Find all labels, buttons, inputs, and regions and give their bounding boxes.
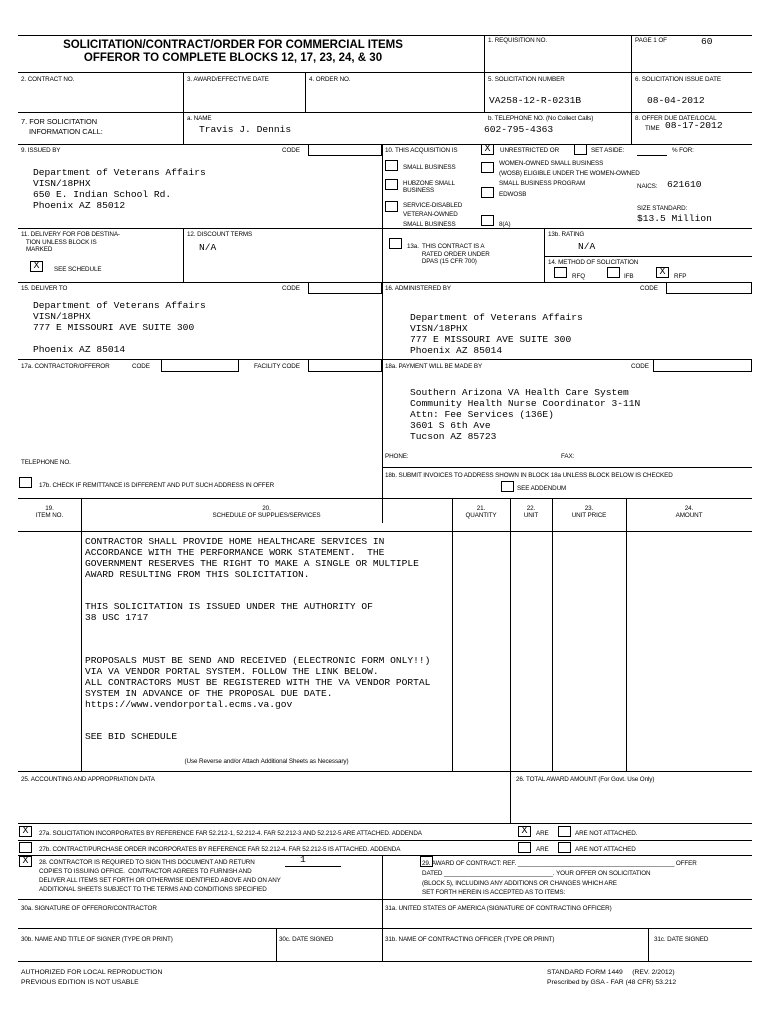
- page-label: PAGE 1 OF: [635, 37, 667, 44]
- clause-28-label: 28. CONTRACTOR IS REQUIRED TO SIGN THIS DOCUMENT AND RETURN: [39, 859, 255, 866]
- edwosb-checkbox[interactable]: [481, 187, 494, 198]
- clause-28-checkbox[interactable]: X: [19, 856, 32, 867]
- facility-code-field[interactable]: [308, 359, 382, 372]
- eight-a-checkbox[interactable]: [481, 215, 494, 226]
- clause-27a-not-attached-checkbox[interactable]: [558, 826, 571, 837]
- clause-27b-not-attached-checkbox[interactable]: [558, 842, 571, 853]
- rfq-checkbox[interactable]: [554, 267, 567, 278]
- clause-29-text: 29. AWARD OF CONTRACT: REF. ______________________________________________ OFFER DATED ________________________________. YOUR OFFER ON SOLICITATION (BLOCK 5), INCLUDING ANY ADDITIONS OR CHANGES WHICH ARE SET FORTH HEREIN IS ACCEPTED AS TO ITEMS:: [422, 860, 697, 897]
- small-business-checkbox[interactable]: [385, 160, 398, 171]
- contact-name-label: a. NAME: [187, 115, 212, 122]
- page-total: 60: [701, 36, 713, 47]
- contact-name: Travis J. Dennis: [199, 124, 292, 135]
- see-schedule-label: SEE SCHEDULE: [54, 266, 102, 273]
- solicitation-number-label: 5. SOLICITATION NUMBER: [488, 76, 565, 83]
- contractor-code-label: CODE: [132, 363, 150, 370]
- issued-by-code-field[interactable]: [308, 144, 382, 156]
- eight-a-label: 8(A): [499, 221, 511, 228]
- method-of-solicitation-label: 14. METHOD OF SOLICITATION: [548, 259, 639, 266]
- offer-due-date: 08-17-2012: [665, 120, 723, 131]
- rating: N/A: [578, 241, 596, 252]
- clause-27b-not-attached-label: ARE NOT ATTACHED: [575, 846, 636, 853]
- requisition-label: 1. REQUISITION NO.: [488, 37, 548, 44]
- wosb-checkbox[interactable]: [481, 162, 494, 173]
- issue-date: 08-04-2012: [647, 95, 705, 106]
- contractor-label: 17a. CONTRACTOR/OFFEROR: [21, 363, 110, 370]
- clause-27a-checkbox[interactable]: X: [19, 826, 32, 837]
- col-unit-price: 23. UNIT PRICE: [571, 505, 607, 520]
- hubzone-label: HUBZONE SMALL BUSINESS: [403, 180, 455, 195]
- deliver-to-code-field[interactable]: [308, 282, 382, 294]
- see-addendum-label: SEE ADDENDUM: [517, 485, 567, 492]
- contracting-officer-name-label: 31b. NAME OF CONTRACTING OFFICER (TYPE OR PRINT): [385, 936, 555, 943]
- unrestricted-checkbox[interactable]: X: [481, 144, 494, 155]
- clause-27a-not-attached-label: ARE NOT ATTACHED.: [575, 830, 638, 837]
- payment-phone-label: PHONE:: [385, 453, 409, 460]
- deliver-to-address: Department of Veterans Affairs VISN/18PHX 777 E MISSOURI AVE SUITE 300 Phoenix AZ 85014: [33, 300, 206, 355]
- issued-by-address: Department of Veterans Affairs VISN/18PHX 650 E. Indian School Rd. Phoenix AZ 85012: [33, 167, 206, 211]
- deliver-to-code-label: CODE: [282, 285, 300, 292]
- clause-27b-are-checkbox[interactable]: [518, 842, 531, 853]
- schedule-paragraph-3: PROPOSALS MUST BE SEND AND RECEIVED (ELECTRONIC FORM ONLY!!) VIA VA VENDOR PORTAL SYSTEM. FOLLOW THE LINK BELOW. ALL CONTRACTORS MUST BE REGISTERED WITH THE VA VENDOR PORTAL SYSTEM IN ADVANCE OF THE PROPOSAL DUE DATE. https://www.vendorportal.ecms.va.gov: [85, 655, 431, 710]
- issue-date-label: 6. SOLICITATION ISSUE DATE: [635, 76, 721, 83]
- footer-prescribed-by: Prescribed by GSA - FAR (48 CFR) 53.212: [547, 979, 677, 986]
- issued-by-code-label: CODE: [282, 147, 300, 154]
- deliver-to-label: 15. DELIVER TO: [21, 285, 68, 292]
- set-aside-label: SET ASIDE:: [591, 147, 625, 154]
- offeror-date-signed-label: 30c. DATE SIGNED: [279, 936, 334, 943]
- telephone-label: b. TELEPHONE NO. (No Collect Calls): [488, 115, 594, 122]
- sf1449-form: [18, 35, 752, 986]
- contractor-telephone-label: TELEPHONE NO.: [21, 459, 71, 466]
- wosb-label: WOMEN-OWNED SMALL BUSINESS (WOSB) ELIGIBLE UNDER THE WOMEN-OWNED SMALL BUSINESS PROGRAM: [499, 160, 640, 187]
- rfp-label: RFP: [674, 273, 687, 280]
- clause-27a-label: 27a. SOLICITATION INCORPORATES BY REFERENCE FAR 52.212-1, 52.212-4. FAR 52.212-3 AND 52.212-5 ARE ATTACHED. ADDENDA: [39, 830, 422, 837]
- administered-by-address: Department of Veterans Affairs VISN/18PHX 777 E MISSOURI AVE SUITE 300 Phoenix AZ 85014: [410, 312, 583, 356]
- small-business-label: SMALL BUSINESS: [403, 164, 456, 171]
- set-aside-checkbox[interactable]: [574, 144, 587, 155]
- contractor-code-field[interactable]: [161, 359, 239, 372]
- discount-terms: N/A: [199, 242, 217, 253]
- clause-28-text: COPIES TO ISSUING OFFICE. CONTRACTOR AGREES TO FURNISH AND DELIVER ALL ITEMS SET FORTH OR OTHERWISE IDENTIFIED ABOVE AND ON ANY ADDITIONAL SHEETS SUBJECT TO THE TERMS AND CONDITIONS SPECIFIED: [39, 868, 281, 893]
- info-call-label-line1: 7. FOR SOLICITATION: [21, 117, 98, 126]
- payment-fax-label: FAX:: [561, 453, 575, 460]
- schedule-paragraph-4: SEE BID SCHEDULE: [85, 731, 178, 742]
- edwosb-label: EDWOSB: [499, 191, 527, 198]
- info-call-label-line2: INFORMATION CALL:: [29, 127, 103, 136]
- col-quantity: 21. QUANTITY: [465, 505, 497, 520]
- issued-by-label: 9. ISSUED BY: [21, 147, 61, 154]
- clause-27a-are-checkbox[interactable]: X: [518, 826, 531, 837]
- clause-27b-label: 27b. CONTRACT/PURCHASE ORDER INCORPORATES BY REFERENCE FAR 52.212-4. FAR 52.212-5 IS ATTACHED. ADDENDA: [39, 846, 401, 853]
- delivery-fob-label: 11. DELIVERY FOR FOB DESTINA- TION UNLESS BLOCK IS MARKED: [21, 231, 120, 254]
- contracting-officer-signature-label: 31a. UNITED STATES OF AMERICA (SIGNATURE OF CONTRACTING OFFICER): [385, 905, 612, 912]
- col-unit: 22. UNIT: [523, 505, 539, 520]
- award-date-label: 3. AWARD/EFFECTIVE DATE: [187, 76, 269, 83]
- contract-no-label: 2. CONTRACT NO.: [21, 76, 75, 83]
- offer-due-time-label: TIME: [645, 125, 660, 132]
- rfq-label: RFQ: [572, 273, 585, 280]
- naics-code: 621610: [667, 179, 702, 190]
- see-schedule-checkbox[interactable]: X: [30, 261, 43, 272]
- col-amount: 24. AMOUNT: [675, 505, 703, 520]
- clause-27b-checkbox[interactable]: [19, 842, 32, 853]
- see-addendum-checkbox[interactable]: [501, 481, 514, 492]
- payment-label: 18a. PAYMENT WILL BE MADE BY: [385, 363, 483, 370]
- sdvosb-label: SERVICE-DISABLED VETERAN-OWNED SMALL BUSINESS: [403, 202, 463, 228]
- offer-due-label: 8. OFFER DUE DATE/LOCAL: [635, 115, 717, 122]
- rated-order-label: 13a. THIS CONTRACT IS A RATED ORDER UNDER DPAS (15 CFR 700): [407, 243, 490, 266]
- offeror-signature-label: 30a. SIGNATURE OF OFFEROR/CONTRACTOR: [21, 905, 157, 912]
- percent-for-label: % FOR:: [672, 147, 694, 154]
- info-call-label: [21, 117, 103, 137]
- clause-27b-are-label: ARE: [536, 846, 549, 853]
- payment-code-field[interactable]: [653, 359, 752, 372]
- form-subtitle: OFFEROR TO COMPLETE BLOCKS 12, 17, 23, 24, & 30: [83, 52, 383, 64]
- unrestricted-label: UNRESTRICTED OR: [500, 147, 560, 154]
- ifb-checkbox[interactable]: [607, 267, 620, 278]
- order-no-label: 4. ORDER NO.: [309, 76, 351, 83]
- solicitation-number: VA258-12-R-0231B: [489, 95, 582, 106]
- clause-27a-are-label: ARE: [536, 830, 549, 837]
- schedule-paragraph-2: THIS SOLICITATION IS ISSUED UNDER THE AUTHORITY OF 38 USC 1717: [85, 601, 373, 623]
- signer-name-label: 30b. NAME AND TITLE OF SIGNER (TYPE OR PRINT): [21, 936, 173, 943]
- administered-by-code-field[interactable]: [666, 282, 752, 294]
- rated-order-checkbox[interactable]: [389, 238, 402, 249]
- accounting-label: 25. ACCOUNTING AND APPROPRIATION DATA: [21, 776, 155, 783]
- administered-by-label: 16. ADMINISTERED BY: [385, 285, 451, 292]
- naics-label: NAICS:: [637, 183, 658, 190]
- col-schedule: 20. SCHEDULE OF SUPPLIES/SERVICES: [212, 505, 321, 520]
- officer-date-signed-label: 31c. DATE SIGNED: [654, 936, 709, 943]
- acquisition-label: 10. THIS ACQUISITION IS: [385, 147, 458, 154]
- total-award-label: 26. TOTAL AWARD AMOUNT (For Govt. Use Only): [516, 776, 655, 783]
- footer-form-number: STANDARD FORM 1449 (REV. 2/2012): [547, 969, 675, 976]
- rating-label: 13b. RATING: [548, 231, 585, 238]
- schedule-paragraph-1: CONTRACTOR SHALL PROVIDE HOME HEALTHCARE SERVICES IN ACCORDANCE WITH THE PERFORMANCE WORK STATEMENT. THE GOVERNMENT RESERVES THE RIGHT TO MAKE A SINGLE OR MULTIPLE AWARD RESULTING FROM THIS SOLICITATION.: [85, 536, 419, 580]
- remittance-checkbox[interactable]: [19, 477, 32, 488]
- payment-code-label: CODE: [631, 363, 649, 370]
- invoices-label: 18b. SUBMIT INVOICES TO ADDRESS SHOWN IN BLOCK 18a UNLESS BLOCK BELOW IS CHECKED: [385, 472, 673, 479]
- ifb-label: IFB: [624, 273, 634, 280]
- discount-terms-label: 12. DISCOUNT TERMS: [187, 231, 253, 238]
- reverse-sheet-note: (Use Reverse and/or Attach Additional Sheets as Necessary): [184, 758, 349, 765]
- size-standard: $13.5 Million: [637, 213, 712, 224]
- rfp-checkbox[interactable]: X: [656, 267, 669, 278]
- clause-28-copies: 1: [300, 854, 306, 865]
- facility-code-label: FACILITY CODE: [254, 363, 300, 370]
- sdvosb-checkbox[interactable]: [385, 201, 398, 212]
- payment-address: Southern Arizona VA Health Care System Community Health Nurse Coordinator 3-11N Attn: Fee Services (136E) 3601 S 6th Ave Tucson AZ 85723: [410, 387, 641, 442]
- administered-by-code-label: CODE: [640, 285, 658, 292]
- remittance-label: 17b. CHECK IF REMITTANCE IS DIFFERENT AND PUT SUCH ADDRESS IN OFFER: [39, 482, 275, 489]
- col-item-no: 19. ITEM NO.: [35, 505, 64, 520]
- telephone-number: 602-795-4363: [484, 124, 554, 135]
- form-title: SOLICITATION/CONTRACT/ORDER FOR COMMERCIAL ITEMS: [63, 39, 403, 51]
- size-standard-label: SIZE STANDARD:: [637, 205, 688, 212]
- hubzone-checkbox[interactable]: [385, 179, 398, 190]
- footer-edition-note: PREVIOUS EDITION IS NOT USABLE: [21, 979, 139, 986]
- footer-reproduction-note: AUTHORIZED FOR LOCAL REPRODUCTION: [21, 969, 163, 976]
